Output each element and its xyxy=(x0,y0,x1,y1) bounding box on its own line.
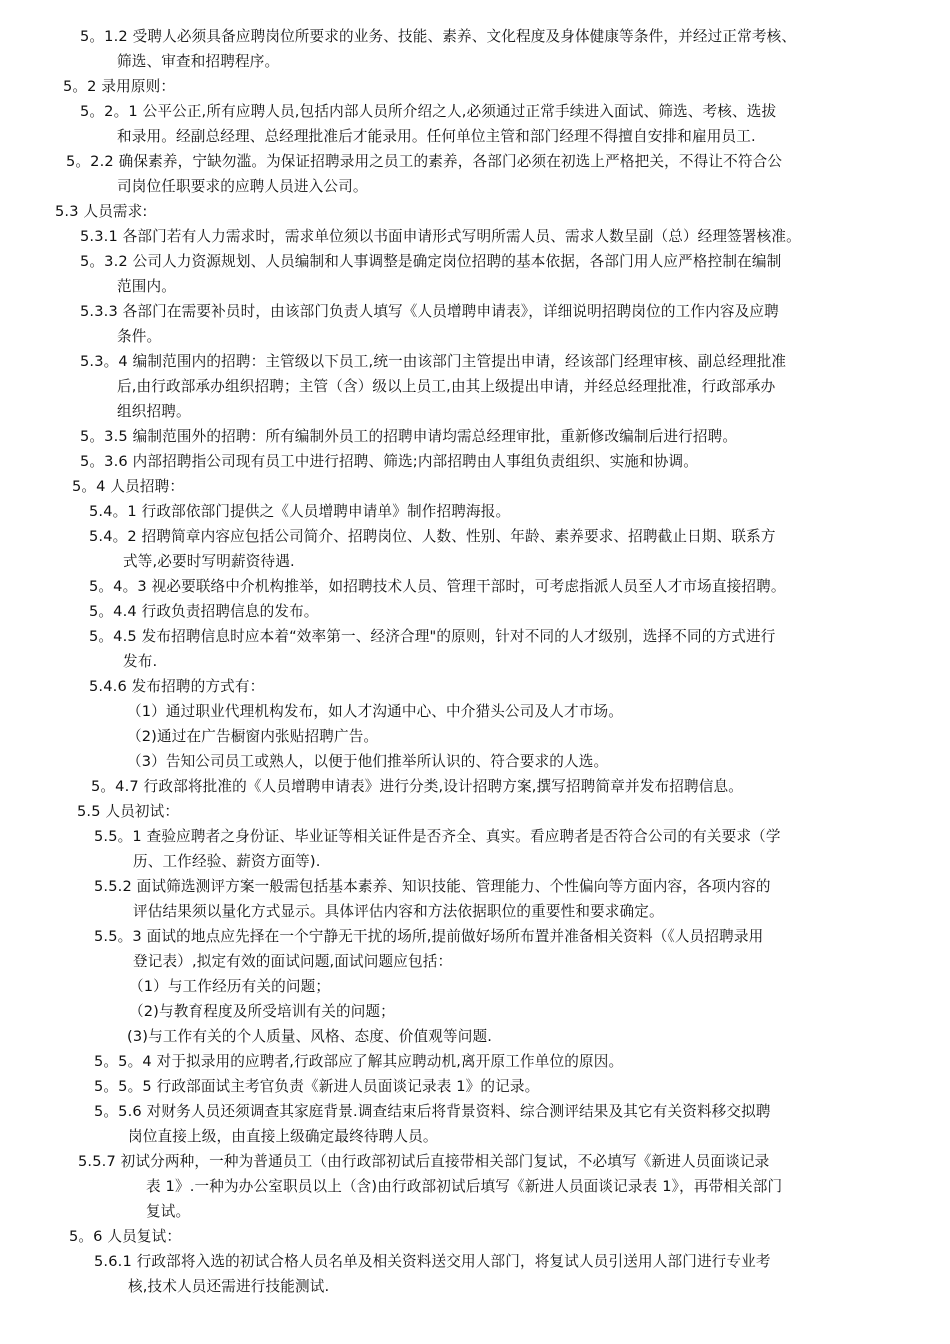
text-line: 5.6.1 行政部将入选的初试合格人员名单及相关资料送交用人部门，将复试人员引送用人部门进行专业考 xyxy=(94,1253,771,1270)
list-item: （1）与工作经历有关的问题； xyxy=(129,978,331,995)
text-line: 5.4.6 发布招聘的方式有： xyxy=(89,678,265,695)
text-line: 复试。 xyxy=(146,1203,191,1220)
list-item: （1）通过职业代理机构发布，如人才沟通中心、中介猎头公司及人才市场。 xyxy=(127,703,623,720)
text-line: 5。4.5 发布招聘信息时应本着“效率第一、经济合理"的原则，针对不同的人才级别，选择不同的方式进行 xyxy=(89,628,776,645)
text-line: 5。5。5 行政部面试主考官负责《新进人员面谈记录表 1》的记录。 xyxy=(94,1078,540,1095)
text-line: 5.3。4 编制范围内的招聘：主管级以下员工,统一由该部门主管提出申请，经该部门经理审核、副总经理批准 xyxy=(80,353,787,370)
text-line: 筛选、审查和招聘程序。 xyxy=(117,53,280,70)
text-line: 5。3.2 公司人力资源规划、人员编制和人事调整是确定岗位招聘的基本依据，各部门用人应严格控制在编制 xyxy=(80,253,782,270)
text-line: 5.3.3 各部门在需要补员时，由该部门负责人填写《人员增聘申请表》，详细说明招聘岗位的工作内容及应聘 xyxy=(80,303,779,320)
list-item: (3)与工作有关的个人质量、风格、态度、价值观等问题. xyxy=(127,1028,493,1045)
list-item: （2)与教育程度及所受培训有关的问题； xyxy=(129,1003,395,1020)
text-line: 5。4。3 视必要联络中介机构推举，如招聘技术人员、管理干部时，可考虑指派人员至人才市场直接招聘。 xyxy=(89,578,786,595)
section-heading: 5.5 人员初试： xyxy=(77,803,180,820)
text-line: 5.5.2 面试筛选测评方案一般需包括基本素养、知识技能、管理能力、个性偏向等方面内容，各项内容的 xyxy=(94,878,771,895)
section-heading: 5。6 人员复试： xyxy=(69,1228,182,1245)
text-line: 和录用。经副总经理、总经理批准后才能录用。任何单位主管和部门经理不得擅自安排和雇用员工. xyxy=(117,128,756,145)
text-line: 条件。 xyxy=(117,328,162,345)
text-line: 5。5.6 对财务人员还须调查其家庭背景.调查结束后将背景资料、综合测评结果及其它有关资料移交拟聘 xyxy=(94,1103,771,1120)
text-line: 5.5。1 查验应聘者之身份证、毕业证等相关证件是否齐全、真实。看应聘者是否符合公司的有关要求（学 xyxy=(94,828,781,845)
text-line: 5.3.1 各部门若有人力需求时，需求单位须以书面申请形式写明所需人员、需求人数呈副（总）经理签署核准。 xyxy=(80,228,801,245)
list-item: （2)通过在广告橱窗内张贴招聘广告。 xyxy=(127,728,379,745)
text-line: 岗位直接上级，由直接上级确定最终待聘人员。 xyxy=(128,1128,438,1145)
text-line: 5。4.7 行政部将批准的《人员增聘申请表》进行分类,设计招聘方案,撰写招聘简章并发布招聘信息。 xyxy=(91,778,743,795)
text-line: 5.5.7 初试分两种，一种为普通员工（由行政部初试后直接带相关部门复试，不必填写《新进人员面谈记录 xyxy=(78,1153,770,1170)
text-line: 5.4。1 行政部依部门提供之《人员增聘申请单》制作招聘海报。 xyxy=(89,503,511,520)
text-line: 评估结果须以量化方式显示。具体评估内容和方法依据职位的重要性和要求确定。 xyxy=(133,903,664,920)
text-line: 5。1.2 受聘人必须具备应聘岗位所要求的业务、技能、素养、文化程度及身体健康等条件，并经过正常考核、 xyxy=(80,28,797,45)
text-line: 式等,必要时写明薪资待遇. xyxy=(123,553,295,570)
text-line: 司岗位任职要求的应聘人员进入公司。 xyxy=(117,178,368,195)
text-line: 5。2.2 确保素养，宁缺勿滥。为保证招聘录用之员工的素养，各部门必须在初选上严格把关，不得让不符合公 xyxy=(66,153,783,170)
list-item: （3）告知公司员工或熟人，以便于他们推举所认识的、符合要求的人选。 xyxy=(127,753,609,770)
text-line: 历、工作经验、薪资方面等). xyxy=(133,853,321,870)
section-heading: 5.3 人员需求: xyxy=(55,203,148,220)
text-line: 5.5。3 面试的地点应先择在一个宁静无干扰的场所,提前做好场所布置并准备相关资料（《人员招聘录用 xyxy=(94,928,764,945)
text-line: 登记表）,拟定有效的面试问题,面试问题应包括： xyxy=(133,953,453,970)
text-line: 核,技术人员还需进行技能测试. xyxy=(128,1278,330,1295)
text-line: 5。3.5 编制范围外的招聘：所有编制外员工的招聘申请均需总经理审批，重新修改编制后进行招聘。 xyxy=(80,428,738,445)
section-heading: 5。4 人员招聘： xyxy=(72,478,185,495)
text-line: 组织招聘。 xyxy=(117,403,191,420)
text-line: 发布. xyxy=(123,653,158,670)
text-line: 5。5。4 对于拟录用的应聘者,行政部应了解其应聘动机,离开原工作单位的原因。 xyxy=(94,1053,624,1070)
text-line: 表 1》.一种为办公室职员以上（含)由行政部初试后填写《新进人员面谈记录表 1》，再带相关部门 xyxy=(146,1178,783,1195)
text-line: 5.4。2 招聘简章内容应包括公司简介、招聘岗位、人数、性别、年龄、素养要求、招聘截止日期、联系方 xyxy=(89,528,776,545)
text-line: 5。4.4 行政负责招聘信息的发布。 xyxy=(89,603,319,620)
text-line: 5。2。1 公平公正,所有应聘人员,包括内部人员所介绍之人,必须通过正常手续进入面试、筛选、考核、选拔 xyxy=(80,103,777,120)
text-line: 范围内。 xyxy=(117,278,176,295)
text-line: 后,由行政部承办组织招聘；主管（含）级以上员工,由其上级提出申请，并经总经理批准，行政部承办 xyxy=(117,378,776,395)
text-line: 5。3.6 内部招聘指公司现有员工中进行招聘、筛选;内部招聘由人事组负责组织、实施和协调。 xyxy=(80,453,698,470)
section-heading: 5。2 录用原则： xyxy=(63,78,176,95)
